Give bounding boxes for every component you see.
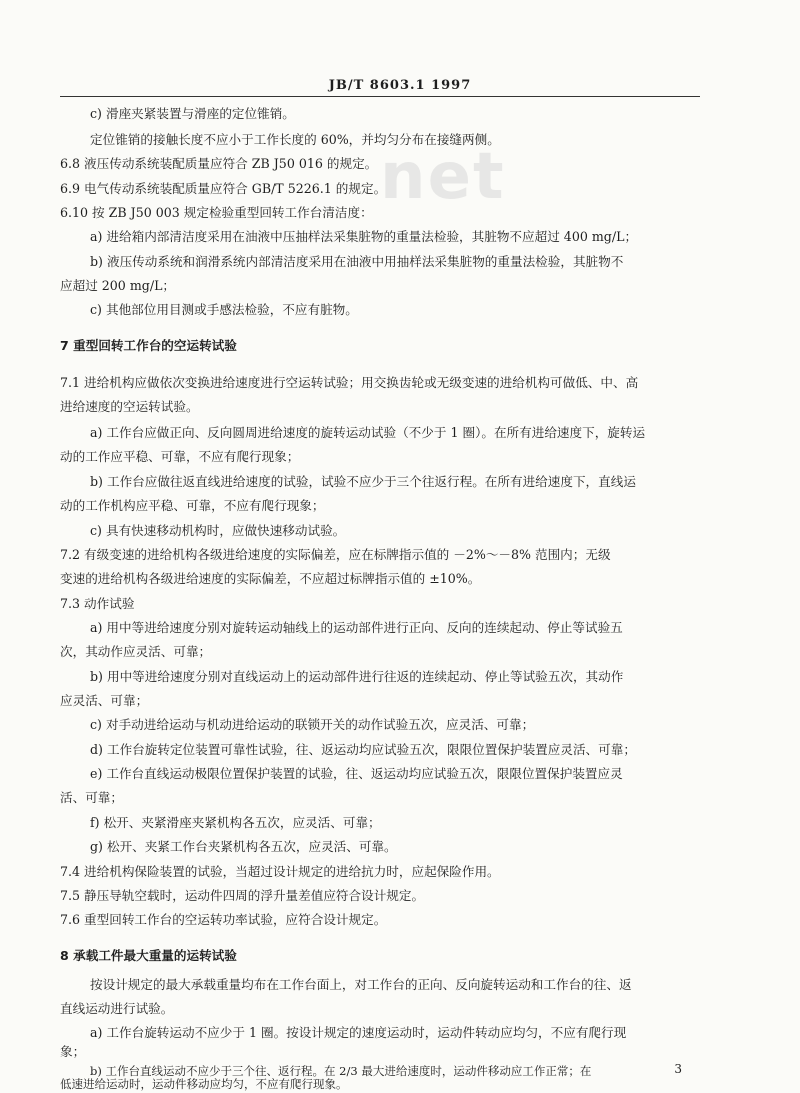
text-line: 动的工作机构应平稳、可靠，不应有爬行现象； — [60, 498, 325, 513]
section-heading: 8 承载工件最大重量的运转试验 — [60, 948, 237, 963]
section-heading: 7 重型回转工作台的空运转试验 — [60, 338, 237, 353]
text-line: 7.5 静压导轨空载时，运动件四周的浮升量差值应符合设计规定。 — [60, 888, 425, 903]
text-line: 应灵活、可靠； — [60, 693, 149, 708]
text-line: a) 用中等进给速度分别对旋转运动轴线上的运动部件进行正向、反向的连续起动、停止等试验五 — [90, 620, 623, 635]
text-line: 6.10 按 ZB J50 003 规定检验重型回转工作台清洁度： — [60, 205, 373, 220]
text-line: b) 液压传动系统和润滑系统内部清洁度采用在油液中用抽样法采集脏物的重量法检验，其脏物不 — [90, 254, 624, 269]
text-line: 象； — [60, 1044, 86, 1059]
text-line: 进给速度的空运转试验。 — [60, 399, 199, 414]
text-line: a) 进给箱内部清洁度采用在油液中压抽样法采集脏物的重量法检验，其脏物不应超过 400 mg/L； — [90, 229, 638, 244]
text-line: c) 对手动进给运动与机动进给运动的联锁开关的动作试验五次，应灵活、可靠； — [90, 717, 535, 732]
text-line: d) 工作台旋转定位装置可靠性试验，往、返运动均应试验五次，限限位置保护装置应灵活、可靠； — [90, 742, 636, 757]
text-line: e) 工作台直线运动极限位置保护装置的试验，往、返运动均应试验五次，限限位置保护装置应灵 — [90, 766, 623, 781]
text-line: 直线运动进行试验。 — [60, 1001, 174, 1016]
text-line: 应超过 200 mg/L； — [60, 278, 176, 293]
text-line: b) 工作台应做往返直线进给速度的试验，试验不应少于三个往返行程。在所有进给速度下，直线运 — [90, 474, 636, 489]
text-line: c) 具有快速移动机构时，应做快速移动试验。 — [90, 523, 346, 538]
text-line: 7.6 重型回转工作台的空运转功率试验，应符合设计规定。 — [60, 912, 387, 927]
text-line: b) 工作台直线运动不应少于三个往、返行程。在 2/3 最大进给速度时，运动件移动应工作正常；在 — [90, 1064, 592, 1078]
text-line: f) 松开、夹紧滑座夹紧机构各五次，应灵活、可靠； — [90, 815, 381, 830]
page-header: JB/T 8603.1 1997 — [328, 78, 472, 93]
watermark: net — [380, 140, 506, 214]
text-line: 7.3 动作试验 — [60, 596, 135, 611]
text-line: 7.4 进给机构保险装置的试验，当超过设计规定的进给抗力时，应起保险作用。 — [60, 864, 500, 879]
text-line: 6.9 电气传动系统装配质量应符合 GB/T 5226.1 的规定。 — [60, 181, 387, 196]
text-line: 动的工作应平稳、可靠，不应有爬行现象； — [60, 449, 300, 464]
text-line: 按设计规定的最大承载重量均布在工作台面上，对工作台的正向、反向旋转运动和工作台的往、返 — [90, 977, 632, 992]
text-line: b) 用中等进给速度分别对直线运动上的运动部件进行往返的连续起动、停止等试验五次，其动作 — [90, 669, 624, 684]
text-line: 7.2 有级变速的进给机构各级进给速度的实际偏差，应在标牌指示值的 －2%～－8% 范围内；无级 — [60, 547, 611, 562]
text-line: a) 工作台应做正向、反向圆周进给速度的旋转运动试验（不少于 1 圈）。在所有进给速度下，旋转运 — [90, 425, 646, 440]
text-line: a) 工作台旋转运动不应少于 1 圈。按设计规定的速度运动时，运动件转动应均匀，不应有爬行现 — [90, 1025, 627, 1040]
text-line: 6.8 液压传动系统装配质量应符合 ZB J50 016 的规定。 — [60, 156, 378, 171]
text-line: 低速进给运动时，运动件移动应均匀，不应有爬行现象。 — [60, 1077, 348, 1091]
page-number: 3 — [674, 1062, 682, 1076]
text-line: g) 松开、夹紧工作台夹紧机构各五次，应灵活、可靠。 — [90, 839, 397, 854]
text-line: 定位锥销的接触长度不应小于工作长度的 60%，并均匀分布在接缝两侧。 — [90, 132, 500, 147]
text-line: 活、可靠； — [60, 790, 123, 805]
text-line: 变速的进给机构各级进给速度的实际偏差，不应超过标牌指示值的 ±10%。 — [60, 571, 481, 586]
header-rule — [60, 96, 700, 97]
text-line: 7.1 进给机构应做依次变换进给速度进行空运转试验；用交换齿轮或无级变速的进给机构可做低、中、高 — [60, 375, 639, 390]
text-line: c) 滑座夹紧装置与滑座的定位锥销。 — [90, 106, 295, 121]
text-line: c) 其他部位用目测或手感法检验，不应有脏物。 — [90, 302, 358, 317]
text-line: 次，其动作应灵活、可靠； — [60, 644, 212, 659]
